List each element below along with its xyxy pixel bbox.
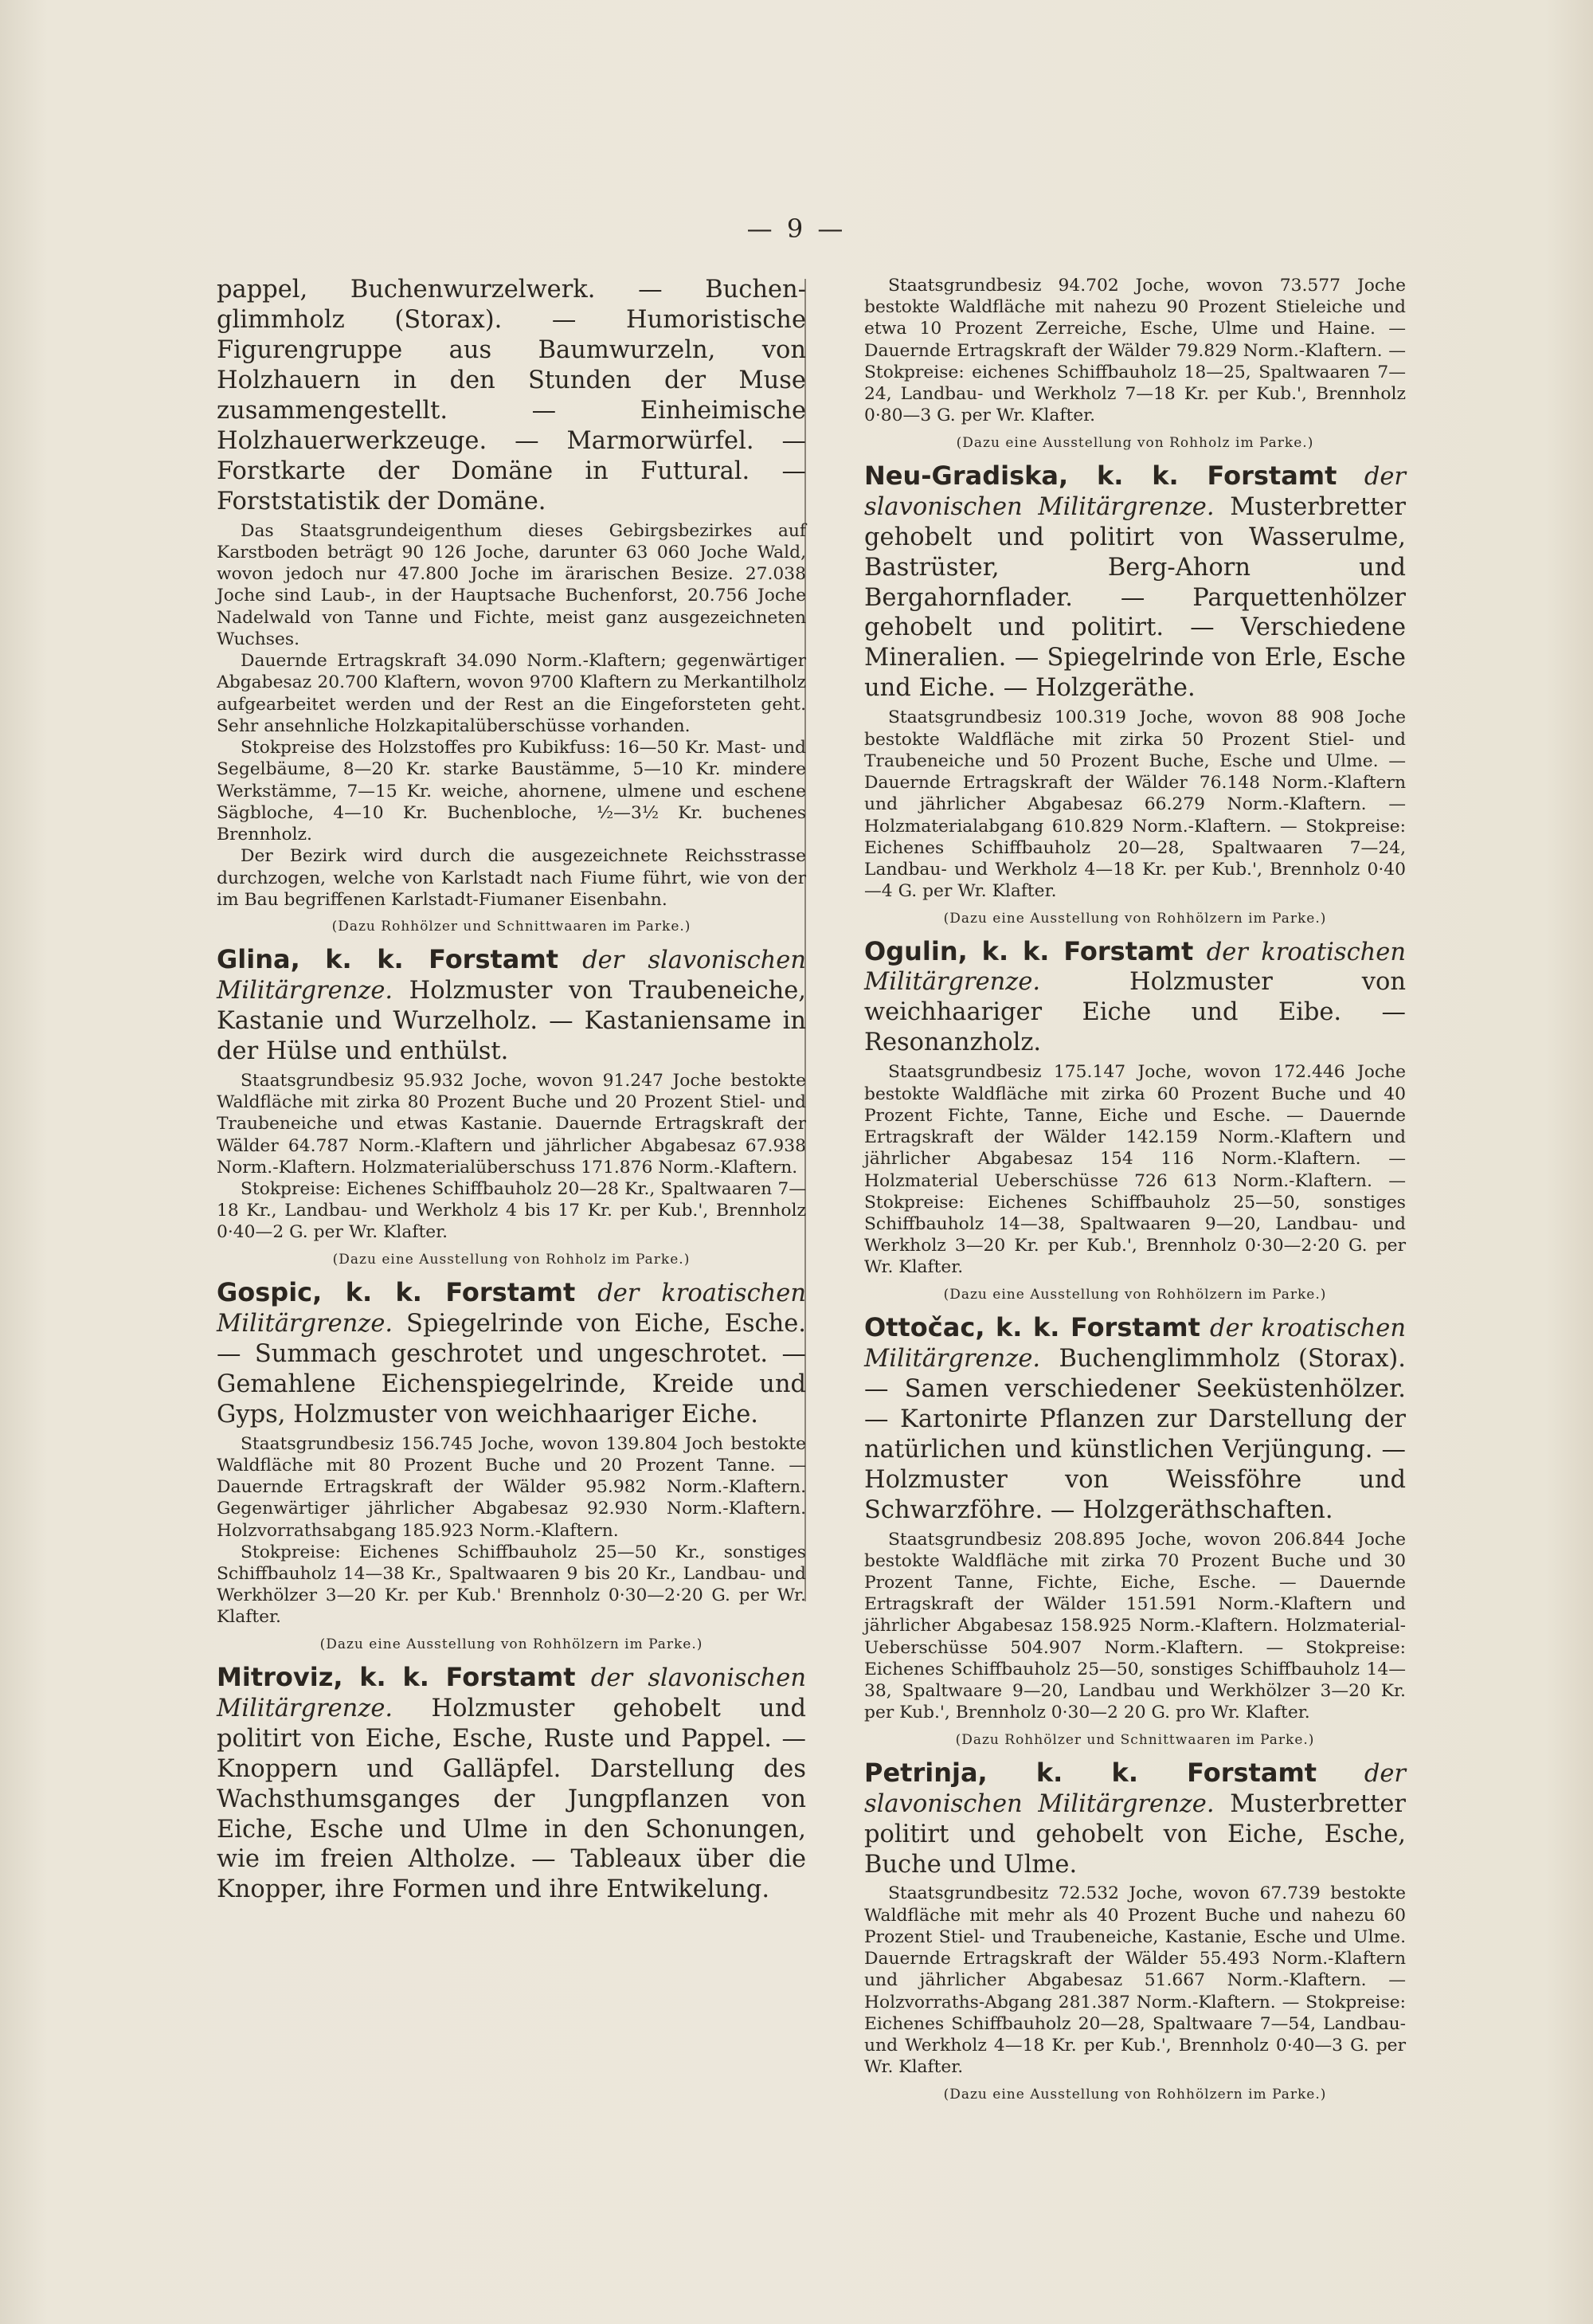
intro-prices: Stokpreise des Holzstoffes pro Kubikfuss: 16—50 Kr. Mast- und Segelbäume, 8—20 Kr. starke Baustämme, 5—10 Kr. mindere Werkstämme, 7—15 Kr. weiche, ahornene, ulmene und eschene Sägbloche, 4—10 Kr. Buchenbloche, ½—3½ Kr. buchenes Brennholz. [217, 738, 806, 845]
entry-ogulin [864, 936, 1406, 1059]
ottocac-subtitle: der kroatischen Militärgrenze. [864, 1314, 1407, 1373]
neu-gradiska-exhibits: Musterbretter gehobelt und politirt von Wasserulme, Bastrüster, Berg-Ahorn und Bergahornflader. — Parquettenhölzer gehobelt und politirt. — Verschiedene Mineralien. — Spiegelrinde von Erle, Esche und Eiche. — Holzgeräthe. [864, 492, 1406, 703]
intro-transport: Der Bezirk wird durch die ausgezeichnete Reichsstrasse durchzogen, welche von Karlstadt nach Fiume führt, wie von der im Bau begriffenen Karlstadt-Fiumaner Eisenbahn. [217, 846, 806, 910]
glina-statistics: Staatsgrundbesiz 95.932 Joche, wovon 91.247 Joche bestokte Waldfläche mit zirka 80 Prozent Buche und 20 Prozent Stiel- und Traubeneiche und etwas Kastanie. Dauernde Ertragskraft der Wälder 64.787 Norm.-Klaftern und jährlicher Abgabesaz 67.938 Norm.-Klaftern. Holzmaterialüberschuss 171.876 Norm.-Klaftern. [217, 1070, 806, 1178]
page-number: — 9 — [746, 214, 847, 244]
glina-heading: Glina, k. k. Forstamt [217, 943, 559, 974]
petrinja-heading: Petrinja, k. k. Forstamt [864, 1757, 1317, 1788]
ottocac-exhibits: Buchenglimmholz (Storax). — Samen verschiedener Seeküstenhölzer. — Kartonirte Pflanzen zur Darstellung der natürlichen und künstlichen Verjüngung. — Holzmuster von Weissföhre und Schwarzföhre. — Holzgeräthschaften. [864, 1344, 1406, 1524]
intro-yield: Dauernde Ertragskraft 34.090 Norm.-Klaftern; gegenwärtiger Abgabesaz 20.700 Klaftern, wovon 9700 Klaftern zu Merkantilholz aufgearbeitet werden und der Rest an die Eingeforsteten geht. Sehr ansehnliche Holzkapitalüberschüsse vorhanden. [217, 651, 806, 736]
ottocac-statistics: Staatsgrundbesiz 208.895 Joche, wovon 206.844 Joche bestokte Waldfläche mit zirka 70 Prozent Buche und 30 Prozent Tanne, Fichte, Eiche, Esche. — Dauernde Ertragskraft der Wälder 151.591 Norm.-Klaftern und jährlicher Abgabesaz 158.925 Norm.-Klaftern. Holzmaterial-Ueberschüsse 504.907 Norm.-Klaftern. — Stokpreise: Eichenes Schiffbauholz 25—50, sonstiges Schiffbauholz 14—38, Spaltwaare 9—20, Landbau und Werkhölzer 3—20 Kr. per Kub.', Brennholz 0·30—2 20 G. pro Wr. Klafter. [864, 1529, 1406, 1723]
neu-gradiska-note: (Dazu eine Ausstellung von Rohhölzern im Parke.) [943, 910, 1327, 927]
neu-gradiska-subtitle: der slavonischen Militärgrenze. [864, 462, 1407, 521]
intro-exhibit-text: pappel, Buchenwurzelwerk. — Buchen-glimmholz (Storax). — Humoristische Figurengruppe aus Baumwurzeln, von Holzhauern in den Stunden der Muse zusammengestellt. — Einheimische Holzhauerwerkzeuge. — Marmorwürfel. — Forstkarte der Domäne in Futtural. — Forststatistik der Domäne. [217, 276, 806, 515]
continued-statistics: Staatsgrundbesiz 94.702 Joche, wovon 73.577 Joche bestokte Waldfläche mit nahezu 90 Prozent Stieleiche und etwa 10 Prozent Zerreiche, Esche, Ulme und Haine. — Dauernde Ertragskraft der Wälder 79.829 Norm.-Klaftern. — Stokpreise: eichenes Schiffbauholz 18—25, Spaltwaaren 7—24, Landbau- und Werkholz 7—18 Kr. per Kub.', Brennholz 0·80—3 G. per Wr. Klafter. [864, 276, 1406, 426]
petrinja-subtitle: der slavonischen Militärgrenze. [864, 1759, 1407, 1818]
entry-glina [217, 944, 806, 1067]
petrinja-note: (Dazu eine Ausstellung von Rohhölzern im Parke.) [943, 2086, 1327, 2103]
ogulin-exhibits: Holzmuster von weichhaariger Eiche und Eibe. — Resonanzholz. [864, 968, 1406, 1057]
ogulin-note: (Dazu eine Ausstellung von Rohhölzern im Parke.) [943, 1286, 1327, 1303]
right-column [864, 275, 1406, 2112]
glina-exhibits: Holzmuster von Traubeneiche, Kastanie und Wurzelholz. — Kastaniensame in der Hülse und enthülst. [217, 976, 806, 1065]
gospic-note: (Dazu eine Ausstellung von Rohhölzern im Parke.) [319, 1636, 703, 1652]
gospic-subtitle: der kroatischen Militärgrenze. [217, 1279, 806, 1338]
ogulin-statistics: Staatsgrundbesiz 175.147 Joche, wovon 172.446 Joche bestokte Waldfläche mit zirka 60 Prozent Buche und 40 Prozent Fichte, Tanne, Eiche und Esche. — Dauernde Ertragskraft der Wälder 142.159 Norm.-Klaftern und jährlicher Abgabesaz 154 116 Norm.-Klaftern. — Holzmaterial Ueberschüsse 726 613 Norm.-Klaftern. — Stokpreise: Eichenes Schiffbauholz 25—50, sonstiges Schiffbauholz 14—38, Spaltwaaren 9—20, Landbau- und Werkholz 3—20 Kr. per Kub.', Brennholz 0·30—2·20 G. per Wr. Klafter. [864, 1062, 1406, 1278]
mitroviz-exhibits: Holzmuster gehobelt und politirt von Eiche, Esche, Ruste und Pappel. — Knoppern und Galläpfel. Darstellung des Wachsthumsganges der Jungpflanzen von Eiche, Esche und Ulme in den Schonungen, wie im freien Altholze. — Tableaux über die Knopper, ihre Formen und ihre Entwikelung. [217, 1694, 806, 1904]
entry-gospic [217, 1277, 806, 1430]
gospic-exhibits: Spiegelrinde von Eiche, Esche. — Summach geschrotet und ungeschrotet. — Gemahlene Eichenspiegelrinde, Kreide und Gyps, Holzmuster von weichhaariger Eiche. [217, 1309, 806, 1428]
entry-petrinja [864, 1758, 1406, 1880]
mitroviz-heading: Mitroviz, k. k. Forstamt [217, 1661, 576, 1692]
glina-prices: Stokpreise: Eichenes Schiffbauholz 20—28 Kr., Spaltwaaren 7—18 Kr., Landbau- und Werkholz 4 bis 17 Kr. per Kub.', Brennholz 0·40—2 G. per Wr. Klafter. [217, 1179, 806, 1243]
entry-ottocac [864, 1312, 1406, 1526]
glina-subtitle: der slavonischen Militärgrenze. [217, 946, 806, 1005]
ogulin-heading: Ogulin, k. k. Forstamt [864, 935, 1194, 966]
ottocac-note: (Dazu Rohhölzer und Schnittwaaren im Parke.) [955, 1731, 1315, 1748]
entry-mitroviz [217, 1662, 806, 1906]
entry-neu-gradiska [864, 460, 1406, 704]
neu-gradiska-statistics: Staatsgrundbesiz 100.319 Joche, wovon 88 908 Joche bestokte Waldfläche mit zirka 50 Prozent Stiel- und Traubeneiche und 50 Prozent Buche, Esche und Ulme. — Dauernde Ertragskraft der Wälder 76.148 Norm.-Klaftern und jährlicher Abgabesaz 66.279 Norm.-Klaftern. — Holzmaterialabgang 610.829 Norm.-Klaftern. — Stokpreise: Eichenes Schiffbauholz 20—28, Spaltwaaren 7—24, Landbau- und Werkholz 4—18 Kr. per Kub.', Brennholz 0·40—4 G. per Wr. Klafter. [864, 707, 1406, 902]
mitroviz-subtitle: der slavonischen Militärgrenze. [217, 1664, 806, 1722]
gospic-heading: Gospic, k. k. Forstamt [217, 1276, 576, 1307]
gospic-prices: Stokpreise: Eichenes Schiffbauholz 25—50 Kr., sonstiges Schiffbauholz 14—38 Kr., Spaltwaaren 9 bis 20 Kr., Landbau- und Werkhölzer 3—20 Kr. per Kub.' Brennholz 0·30—2·20 G. per Wr. Klafter. [217, 1542, 806, 1628]
ogulin-subtitle: der kroatischen Militärgrenze. [864, 938, 1406, 997]
intro-note: (Dazu Rohhölzer und Schnittwaaren im Parke.) [331, 918, 691, 935]
ottocac-heading: Ottočac, k. k. Forstamt [864, 1311, 1200, 1342]
glina-note: (Dazu eine Ausstellung von Rohholz im Parke.) [332, 1251, 691, 1268]
gospic-statistics: Staatsgrundbesiz 156.745 Joche, wovon 139.804 Joch bestokte Waldfläche mit 80 Prozent Buche und 20 Prozent Tanne. — Dauernde Ertragskraft der Wälder 95.982 Norm.-Klaftern. Gegenwärtiger jährlicher Abgabesaz 92.930 Norm.-Klaftern. Holzvorrathsabgang 185.923 Norm.-Klaftern. [217, 1433, 806, 1541]
continued-note: (Dazu eine Ausstellung von Rohholz im Parke.) [956, 434, 1314, 451]
petrinja-statistics: Staatsgrundbesitz 72.532 Joche, wovon 67.739 bestokte Waldfläche mit mehr als 40 Prozent Buche und nahezu 60 Prozent Stiel- und Traubeneiche, Kastanie, Esche und Ulme. Dauernde Ertragskraft der Wälder 55.493 Norm.-Klaftern und jährlicher Abgabesaz 51.667 Norm.-Klaftern. — Holzvorraths-Abgang 281.387 Norm.-Klaftern. — Stokpreise: Eichenes Schiffbauholz 20—28, Spaltwaare 7—54, Landbau- und Werkholz 4—18 Kr. per Kub.', Brennholz 0·40—3 G. per Wr. Klafter. [864, 1883, 1406, 2078]
petrinja-exhibits: Musterbretter politirt und gehobelt von Eiche, Esche, Buche und Ulme. [864, 1789, 1406, 1879]
left-column [217, 275, 806, 1908]
neu-gradiska-heading: Neu-Gradiska, k. k. Forstamt [864, 460, 1337, 491]
intro-statistics: Das Staatsgrundeigenthum dieses Gebirgsbezirkes auf Karstboden beträgt 90 126 Joche, darunter 63 060 Joche Wald, wovon jedoch nur 47.800 Joche im ärarischen Besize. 27.038 Joche sind Laub-, in der Hauptsache Buchenforst, 20.756 Joche Nadelwald von Tanne und Fichte, meist ganz ausgezeichneten Wuchses. [217, 520, 806, 649]
